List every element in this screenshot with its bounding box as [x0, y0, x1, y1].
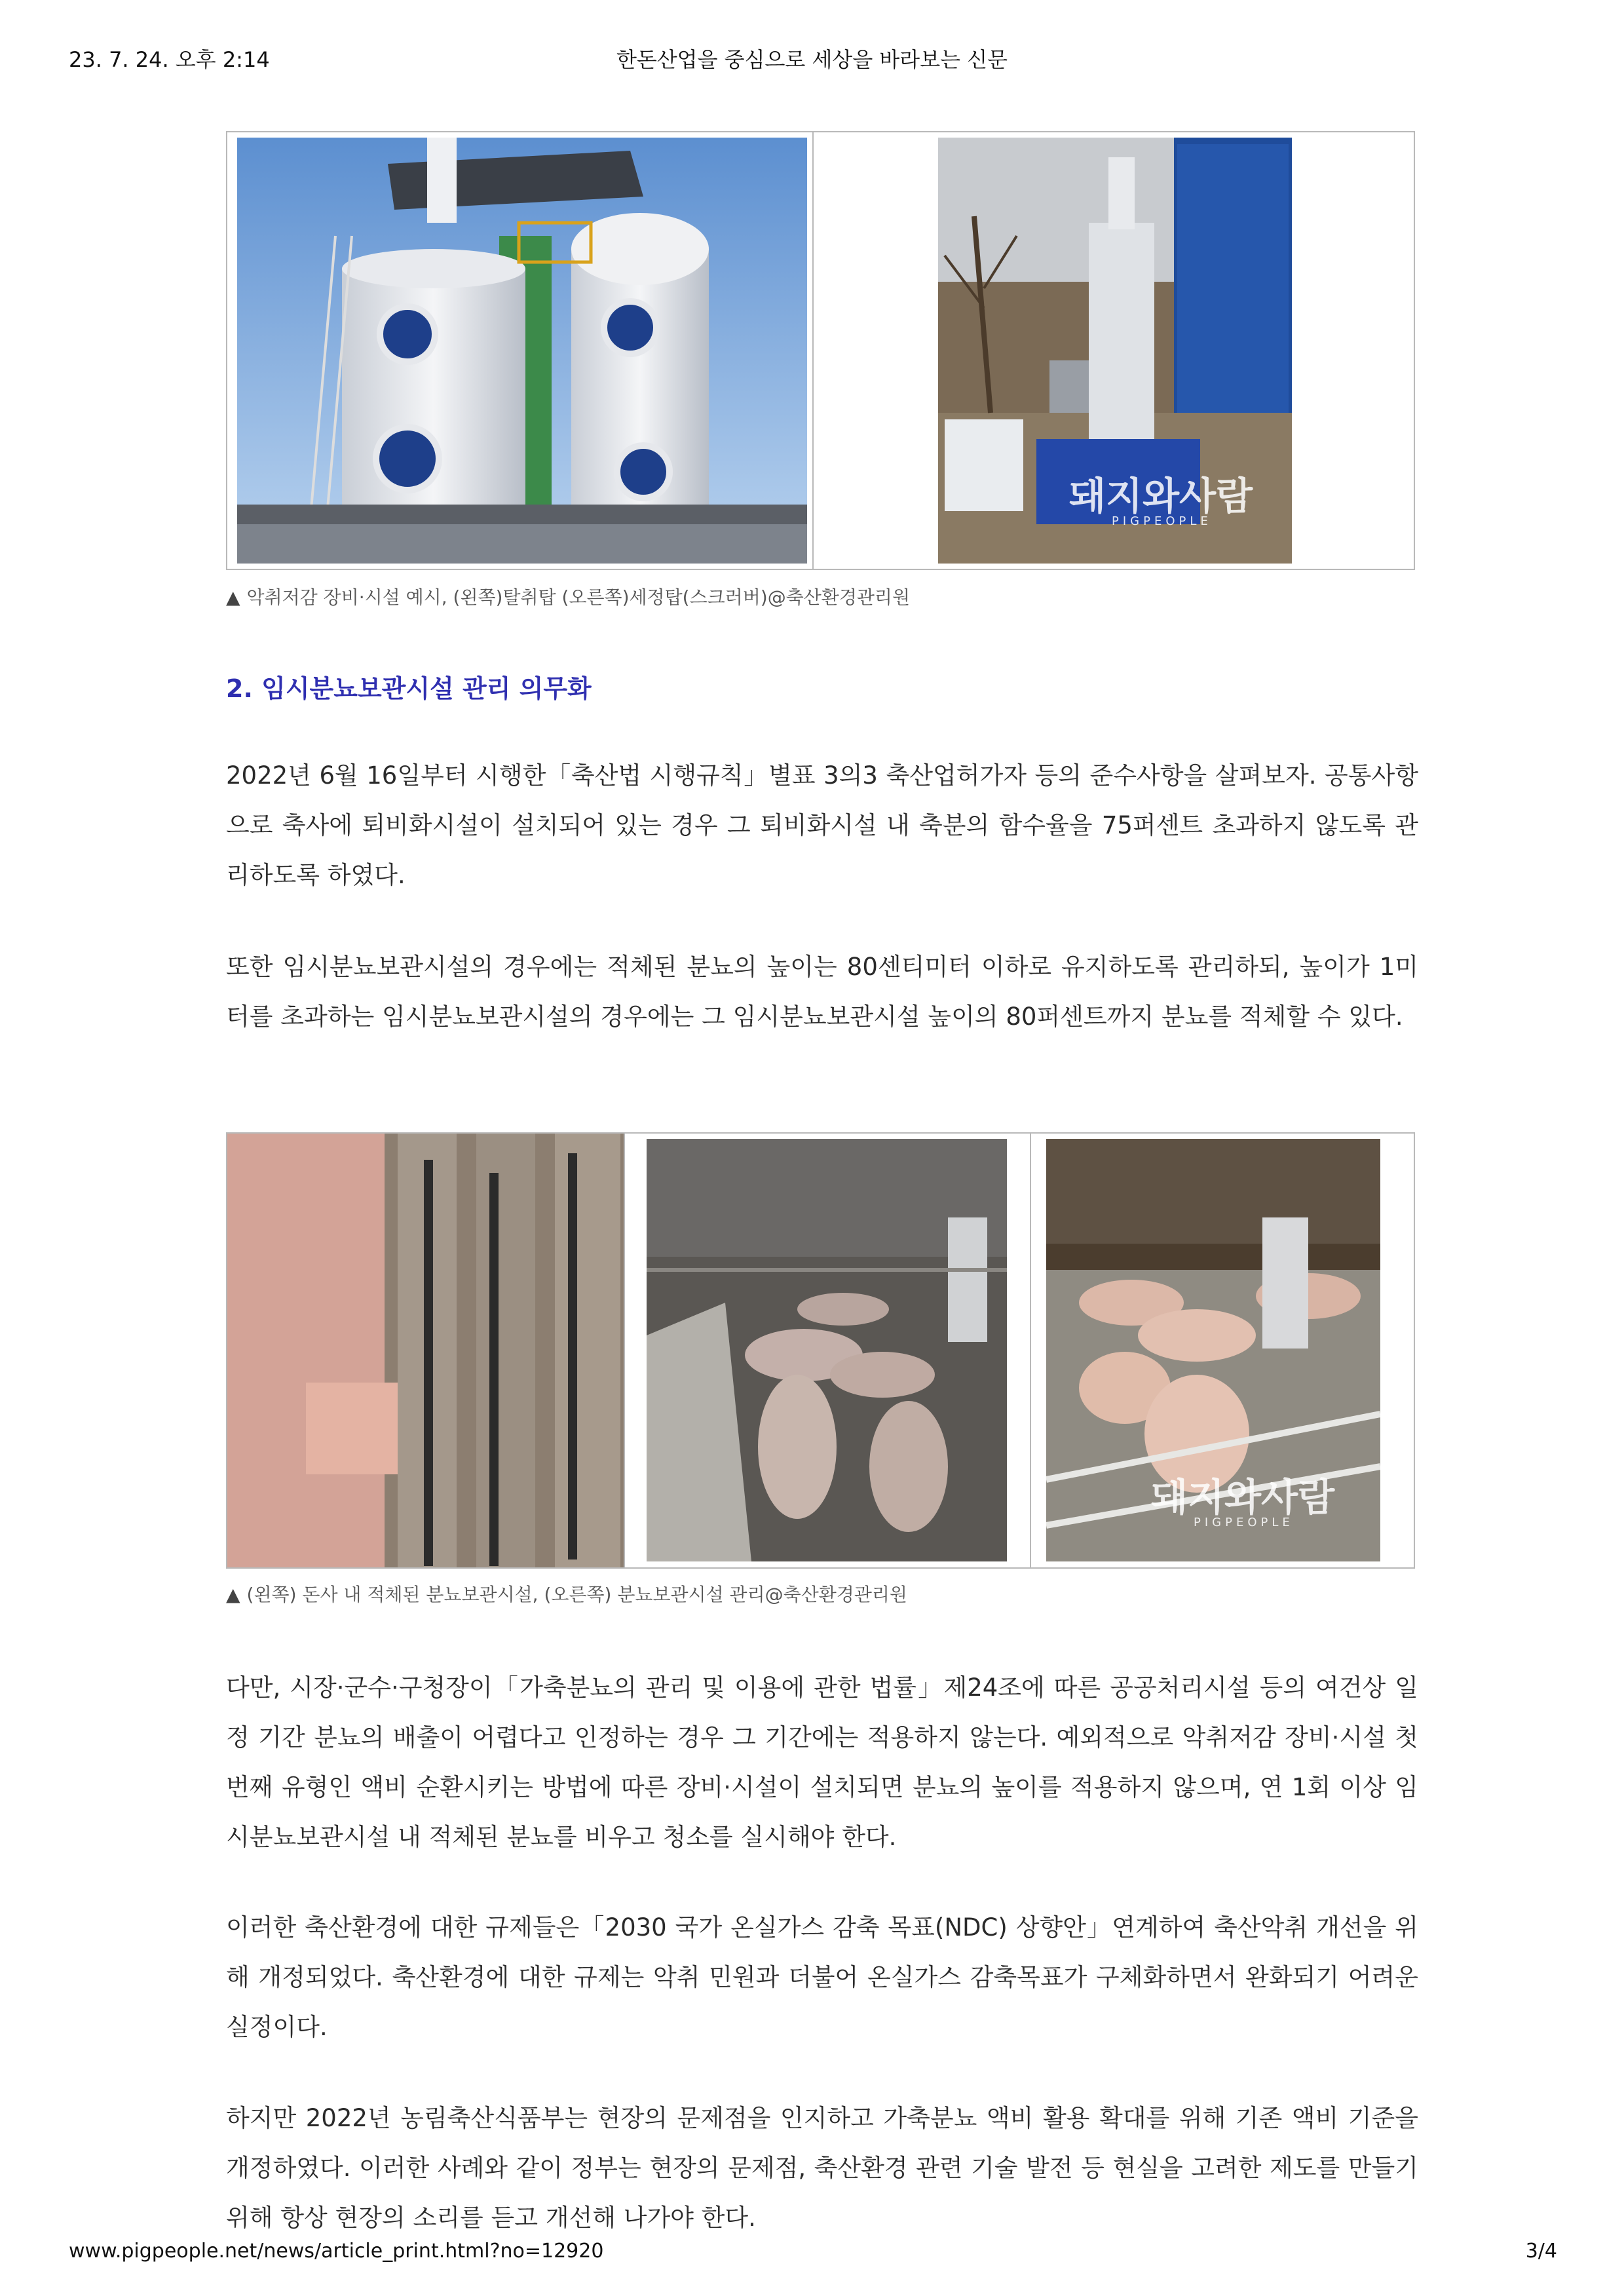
watermark-logo: 돼지와사람 [1069, 474, 1253, 518]
figure-odor-facilities [226, 131, 1415, 570]
paragraph: 또한 임시분뇨보관시설의 경우에는 적체된 분뇨의 높이는 80센티미터 이하로 유지하도록 관리하되, 높이가 1미터를 초과하는 임시분뇨보관시설의 경우에는 그 임시분뇨보관시설 높이의 80퍼센트까지 분뇨를 적체할 수 있다. [226, 953, 1418, 1031]
paragraph: 하지만 2022년 농림축산식품부는 현장의 문제점을 인지하고 가축분뇨 액비 활용 확대를 위해 기존 액비 기준을 개정하였다. 이러한 사례와 같이 정부는 현장의 문제점, 축산환경 관련 기술 발전 등 현실을 고려한 제도를 만들기 위해 항상 현장의 소리를 듣고 개선해 나가야 한다. [226, 2104, 1418, 2232]
photo-pig-pen-managed [1046, 1139, 1380, 1561]
paragraph: 2022년 6월 16일부터 시행한「축산법 시행규칙」별표 3의3 축산업허가자 등의 준수사항을 살펴보자. 공통사항으로 축사에 퇴비화시설이 설치되어 있는 경우 그 퇴비화시설 내 축분의 함수율을 75퍼센트 초과하지 않도록 관리하도록 하였다. [226, 761, 1418, 889]
figure-divider [1030, 1134, 1031, 1567]
caption-text: 악취저감 장비·시설 예시, (왼쪽)탈취탑 (오른쪽)세정탑(스크러버)@축산환경관리원 [246, 586, 911, 608]
caption-text: (왼쪽) 돈사 내 적체된 분뇨보관시설, (오른쪽) 분뇨보관시설 관리@축산환경관리원 [246, 1584, 907, 1605]
caption-marker: ▲ [226, 1584, 240, 1605]
site-title: 한돈산업을 중심으로 세상을 바라보는 신문 [616, 47, 1008, 72]
section-heading: 2. 임시분뇨보관시설 관리 의무화 [226, 674, 592, 703]
print-datetime: 23. 7. 24. 오후 2:14 [69, 47, 270, 72]
page-number: 3/4 [1525, 2240, 1557, 2263]
figure-divider [624, 1134, 625, 1567]
photo-pig-pen [647, 1139, 1007, 1561]
paragraph: 다만, 시장·군수·구청장이「가축분뇨의 관리 및 이용에 관한 법률」제24조에 따른 공공처리시설 등의 여건상 일정 기간 분뇨의 배출이 어렵다고 인정하는 경우 그 기간에는 적용하지 않는다. 예외적으로 악취저감 장비·시설 첫 번째 유형인 액비 순환시키는 방법에 따른 장비·시설이 설치되면 분뇨의 높이를 적용하지 않으며, 연 1회 이상 임시분뇨보관시설 내 적체된 분뇨를 비우고 청소를 실시해야 한다. [226, 1674, 1418, 1851]
watermark-logo: 돼지와사람 [1151, 1475, 1335, 1520]
photo-slatted-floor [227, 1134, 624, 1567]
footer-url: www.pigpeople.net/news/article_print.html?no=12920 [69, 2240, 604, 2263]
paragraph: 이러한 축산환경에 대한 규제들은「2030 국가 온실가스 감축 목표(NDC) 상향안」연계하여 축산악취 개선을 위해 개정되었다. 축산환경에 대한 규제는 악취 민원과 더불어 온실가스 감축목표가 구체화하면서 완화되기 어려운 실정이다. [226, 1913, 1418, 2041]
photo-deodorization-tower [237, 138, 807, 564]
watermark-sub: PIGPEOPLE [1112, 514, 1212, 528]
figure-manure-storage [226, 1132, 1415, 1569]
figure-divider [812, 132, 814, 569]
figure2-caption [226, 1580, 907, 1607]
photo-scrubber-tower [820, 138, 1407, 564]
watermark-sub: PIGPEOPLE [1194, 1516, 1294, 1529]
caption-marker: ▲ [226, 586, 240, 608]
figure1-caption [226, 583, 910, 609]
